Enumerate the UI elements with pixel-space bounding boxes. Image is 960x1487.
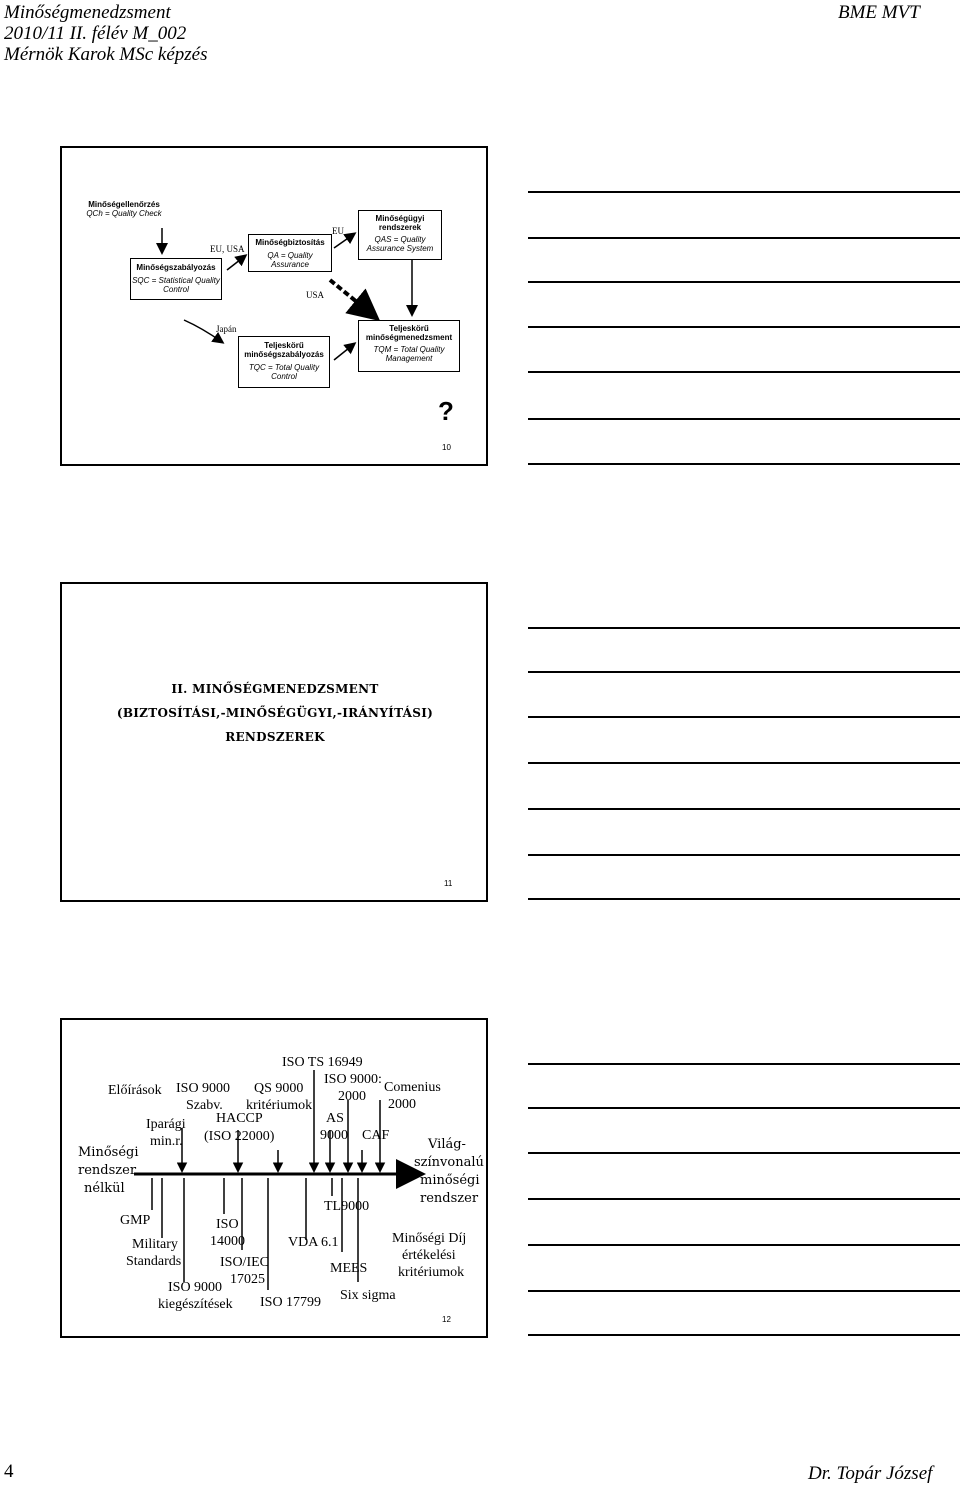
- header-semester: 2010/11 II. félév M_002: [4, 23, 187, 44]
- label-mees: MEES: [330, 1261, 368, 1276]
- slide-12: [60, 1018, 488, 1338]
- slide-10: [60, 146, 488, 466]
- label-comenius-b: 2000: [388, 1097, 416, 1112]
- slide-12-page: 12: [442, 1315, 451, 1324]
- label-start-a: Minőségi: [78, 1145, 139, 1160]
- label-dij-a: Minőségi Díj: [392, 1231, 467, 1246]
- label-military-a: Military: [132, 1237, 178, 1252]
- label-usa: USA: [306, 290, 325, 300]
- box-quality-check: [84, 200, 164, 228]
- note-line: [528, 1198, 960, 1200]
- box-tqc-title: Teljeskörű minőségszabályozás: [244, 341, 324, 359]
- box-tqc: [238, 336, 330, 388]
- label-caf: CAF: [362, 1128, 390, 1143]
- label-as-b: 9000: [320, 1128, 348, 1143]
- box-qa: [248, 234, 332, 272]
- note-line: [528, 1107, 960, 1109]
- header-program: Mérnök Karok MSc képzés: [4, 44, 208, 65]
- label-eloirasok: Előírások: [108, 1083, 162, 1098]
- label-tl9000: TL9000: [324, 1199, 370, 1214]
- label-eu-usa: EU, USA: [210, 244, 245, 254]
- label-vda: VDA 6.1: [288, 1235, 339, 1250]
- note-line: [528, 1152, 960, 1154]
- slide-10-page: 10: [442, 443, 451, 452]
- box-sqc-title: Minőségszabályozás: [136, 263, 216, 272]
- slide-11-line2: (BIZTOSÍTÁSI,-MINŐSÉGÜGYI,-IRÁNYÍTÁSI): [116, 706, 434, 720]
- note-line: [528, 418, 960, 420]
- note-line: [528, 1290, 960, 1292]
- label-iso14000-a: ISO: [216, 1217, 239, 1232]
- slide-11: [60, 582, 488, 902]
- label-isoiec-a: ISO/IEC: [220, 1255, 269, 1270]
- note-line: [528, 191, 960, 193]
- slide-11-line1: II. MINŐSÉGMENEDZSMENT: [171, 682, 379, 696]
- box-tqm-sub: TQM = Total Quality Management: [373, 345, 445, 363]
- box-quality-check-title: Minőségellenőrzés: [88, 200, 160, 209]
- slide-10-arrows: [62, 148, 488, 466]
- label-dij-b: értékelési: [402, 1248, 456, 1263]
- label-iparagi-b: min.r.: [150, 1134, 183, 1149]
- label-military-b: Standards: [126, 1254, 182, 1269]
- label-iso9000-2000-b: 2000: [338, 1089, 366, 1104]
- label-sixsigma: Six sigma: [340, 1288, 396, 1303]
- note-line: [528, 762, 960, 764]
- note-line: [528, 237, 960, 239]
- label-end-b: színvonalú: [414, 1155, 484, 1170]
- label-iso-ts-16949: ISO TS 16949: [282, 1055, 363, 1070]
- label-iso9000k-b: kiegészítések: [158, 1297, 233, 1312]
- label-iso17799: ISO 17799: [260, 1295, 322, 1310]
- label-haccp-a: HACCP: [216, 1111, 263, 1126]
- label-iso9000: ISO 9000: [176, 1081, 231, 1096]
- label-iparagi-a: Iparági: [146, 1117, 186, 1132]
- label-dij-c: kritériumok: [398, 1265, 465, 1280]
- label-qs9000: QS 9000: [254, 1081, 304, 1096]
- box-qas-sub: QAS = Quality Assurance System: [366, 235, 434, 253]
- label-end-d: rendszer: [420, 1191, 479, 1206]
- footer-author: Dr. Topár József: [808, 1463, 933, 1484]
- note-line: [528, 326, 960, 328]
- label-iso9000-2000-a: ISO 9000:: [324, 1072, 382, 1087]
- question-mark: ?: [438, 396, 454, 426]
- label-end-c: minőségi: [420, 1173, 480, 1188]
- note-line: [528, 854, 960, 856]
- label-haccp-b: (ISO 22000): [204, 1129, 275, 1144]
- note-line: [528, 627, 960, 629]
- header-course: Minőségmenedzsment: [4, 2, 171, 23]
- label-szabv: Szabv.: [186, 1098, 223, 1113]
- box-tqm: [358, 320, 460, 372]
- box-tqm-title: Teljeskörű minőségmenedzsment: [365, 324, 453, 342]
- header-institution: BME MVT: [838, 2, 920, 23]
- label-gmp: GMP: [120, 1213, 151, 1228]
- note-line: [528, 371, 960, 373]
- label-isoiec-b: 17025: [230, 1272, 265, 1287]
- note-line: [528, 898, 960, 900]
- note-line: [528, 1334, 960, 1336]
- label-kriteriumok: kritériumok: [246, 1098, 313, 1113]
- box-qa-sub: QA = Quality Assurance: [267, 251, 313, 269]
- note-line: [528, 808, 960, 810]
- box-qa-title: Minőségbiztosítás: [255, 238, 325, 247]
- box-qas: [358, 210, 442, 260]
- box-qas-title: Minőségügyi rendszerek: [375, 214, 425, 232]
- slide-11-line3: RENDSZEREK: [225, 730, 325, 744]
- note-line: [528, 1063, 960, 1065]
- label-japan: Japán: [216, 324, 237, 334]
- box-quality-check-sub: QCh = Quality Check: [86, 209, 162, 218]
- slide-11-page: 11: [444, 879, 453, 888]
- box-sqc: [130, 258, 222, 300]
- note-line: [528, 716, 960, 718]
- label-eu: EU: [332, 226, 344, 236]
- note-line: [528, 463, 960, 465]
- label-end-a: Világ-: [428, 1137, 466, 1152]
- box-tqc-sub: TQC = Total Quality Control: [248, 363, 320, 381]
- box-sqc-sub: SQC = Statistical Quality Control: [132, 276, 220, 294]
- note-line: [528, 671, 960, 673]
- label-start-c: nélkül: [84, 1181, 125, 1196]
- note-line: [528, 281, 960, 283]
- label-comenius-a: Comenius: [384, 1080, 441, 1095]
- footer-page-number: 4: [4, 1461, 14, 1482]
- note-line: [528, 1244, 960, 1246]
- label-iso14000-b: 14000: [210, 1234, 245, 1249]
- label-iso9000k-a: ISO 9000: [168, 1280, 223, 1295]
- label-start-b: rendszer: [78, 1163, 137, 1178]
- label-as-a: AS: [326, 1111, 344, 1126]
